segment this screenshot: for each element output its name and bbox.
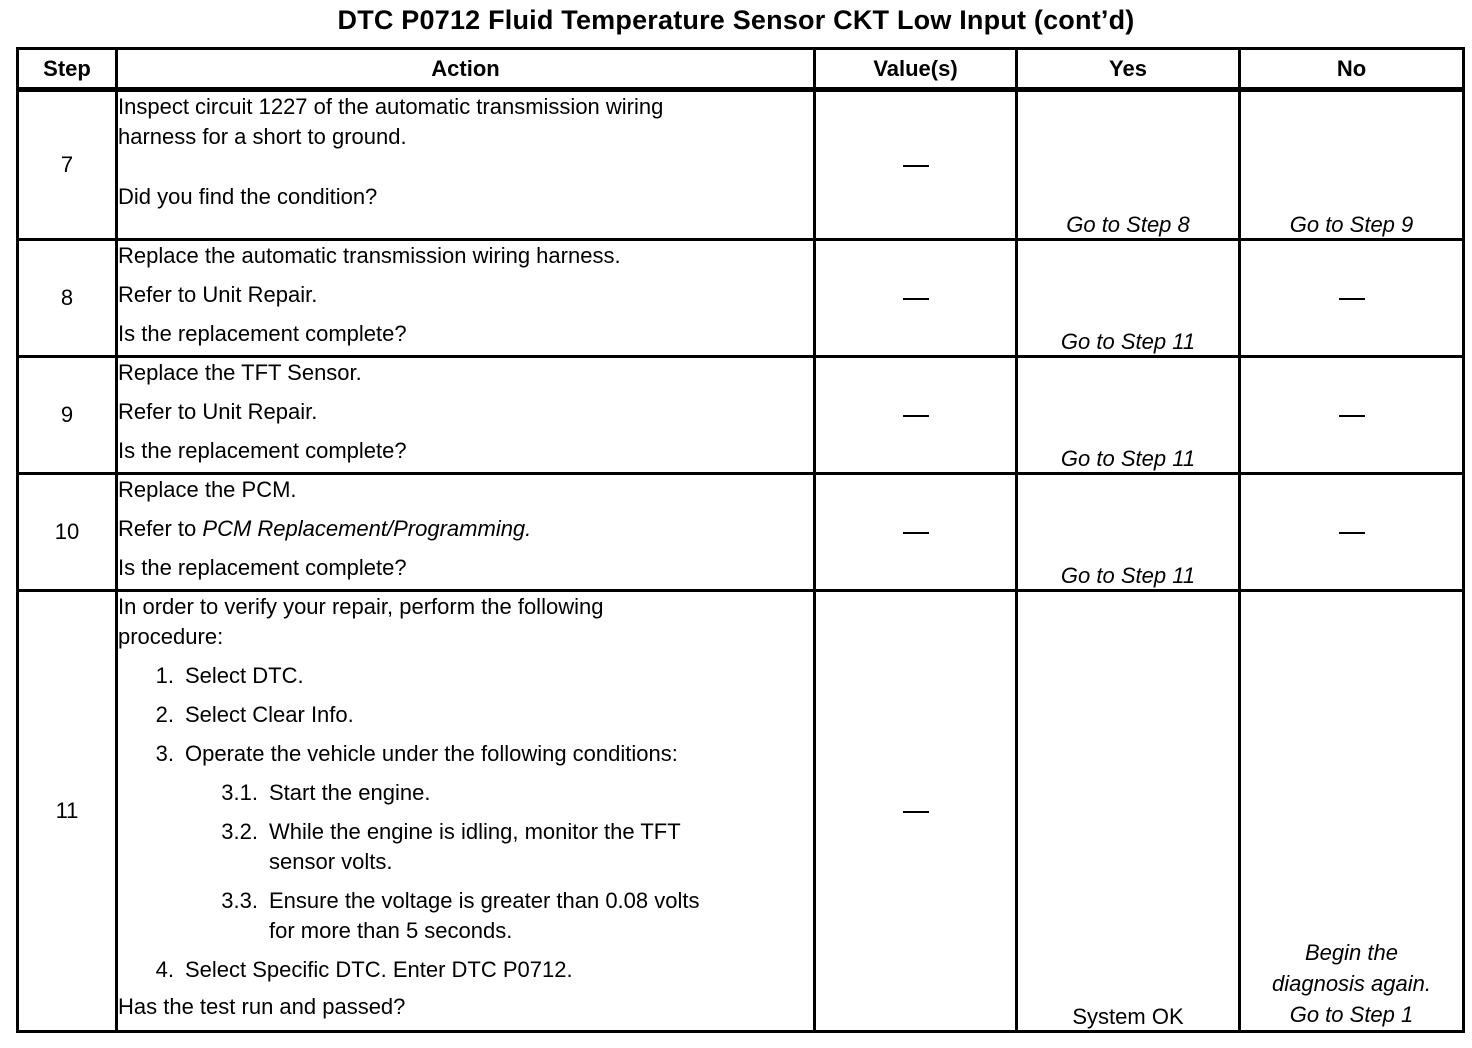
list-number: 3.1. <box>221 780 258 805</box>
action-line <box>118 514 813 544</box>
action-line: Replace the automatic transmission wiring harness. <box>118 243 621 268</box>
list-item <box>118 817 813 877</box>
yes-cell: Go to Step 11 <box>1017 357 1240 474</box>
no-cell <box>1240 591 1464 1032</box>
table-row <box>18 591 1464 1032</box>
action-question: Is the replacement complete? <box>118 321 407 346</box>
diagnostic-table <box>16 47 1465 1033</box>
action-cell <box>117 591 815 1032</box>
list-number: 3. <box>155 741 174 766</box>
action-cell <box>117 90 815 240</box>
action-question: Is the replacement complete? <box>118 555 407 580</box>
header-values: Value(s) <box>815 49 1017 90</box>
list-text: Start the engine. <box>269 780 431 805</box>
list-item <box>118 778 813 808</box>
no-cell <box>1240 240 1464 357</box>
dash-mark <box>903 811 929 813</box>
value-cell <box>815 591 1017 1032</box>
list-number: 3.3. <box>221 888 258 913</box>
no-instruction <box>1272 937 1431 1030</box>
yes-cell: System OK <box>1017 591 1240 1032</box>
list-number: 3.2. <box>221 819 258 844</box>
list-text: Select Specific DTC. Enter DTC P0712. <box>185 957 573 982</box>
list-item <box>118 886 813 946</box>
yes-cell: Go to Step 11 <box>1017 474 1240 591</box>
list-item <box>118 661 813 691</box>
page-title: DTC P0712 Fluid Temperature Sensor CKT Low Input (cont’d) <box>337 5 1135 35</box>
header-row <box>18 49 1464 90</box>
dash-mark <box>903 298 929 300</box>
value-cell <box>815 240 1017 357</box>
header-yes: Yes <box>1017 49 1240 90</box>
procedure-list <box>118 661 813 985</box>
action-line: Replace the PCM. <box>118 477 297 502</box>
list-number: 1. <box>155 663 174 688</box>
action-line: Refer to Unit Repair. <box>118 399 318 424</box>
list-text: Select Clear Info. <box>185 702 354 727</box>
value-cell <box>815 474 1017 591</box>
action-question: Did you find the condition? <box>118 184 378 209</box>
yes-cell: Go to Step 8 <box>1017 90 1240 240</box>
list-number: 4. <box>155 957 174 982</box>
table-row <box>18 357 1464 474</box>
action-line: In order to verify your repair, perform the following <box>118 594 604 619</box>
action-line: harness for a short to ground. <box>118 124 407 149</box>
action-line: Replace the TFT Sensor. <box>118 360 362 385</box>
no-cell <box>1240 357 1464 474</box>
header-step: Step <box>18 49 117 90</box>
dash-mark <box>1339 298 1365 300</box>
value-cell <box>815 90 1017 240</box>
action-cell <box>117 240 815 357</box>
action-cell <box>117 357 815 474</box>
action-line: Refer to Unit Repair. <box>118 282 318 307</box>
header-action: Action <box>117 49 815 90</box>
no-cell <box>1240 474 1464 591</box>
list-number: 2. <box>155 702 174 727</box>
header-no: No <box>1240 49 1464 90</box>
list-item <box>118 700 813 730</box>
no-line: diagnosis again. <box>1271 971 1431 996</box>
list-text: Operate the vehicle under the following conditions: <box>185 741 678 766</box>
list-text: While the engine is idling, monitor the TFT <box>269 819 681 844</box>
step-number: 7 <box>18 90 117 240</box>
no-line: Go to Step 1 <box>1289 1002 1414 1027</box>
action-question: Has the test run and passed? <box>118 994 406 1019</box>
list-item <box>118 739 813 769</box>
no-cell: Go to Step 9 <box>1240 90 1464 240</box>
list-text: Select DTC. <box>185 663 304 688</box>
pcm-reference: PCM Replacement/Programming. <box>202 516 532 541</box>
step-number: 11 <box>18 591 117 1032</box>
action-line: procedure: <box>118 624 224 649</box>
step-number: 10 <box>18 474 117 591</box>
list-text: Ensure the voltage is greater than 0.08 volts <box>269 888 700 913</box>
step-number: 8 <box>18 240 117 357</box>
value-cell <box>815 357 1017 474</box>
dash-mark <box>903 165 929 167</box>
list-text: sensor volts. <box>269 849 393 874</box>
refer-prefix: Refer to <box>118 516 197 541</box>
dash-mark <box>1339 415 1365 417</box>
list-text: for more than 5 seconds. <box>269 918 513 943</box>
step-number: 9 <box>18 357 117 474</box>
dash-mark <box>1339 532 1365 534</box>
yes-cell: Go to Step 11 <box>1017 240 1240 357</box>
table-row <box>18 90 1464 240</box>
list-item <box>118 955 813 985</box>
table-row <box>18 474 1464 591</box>
dash-mark <box>903 415 929 417</box>
dash-mark <box>903 532 929 534</box>
action-line: Inspect circuit 1227 of the automatic transmission wiring <box>118 94 664 119</box>
no-line: Begin the <box>1305 940 1398 965</box>
action-question: Is the replacement complete? <box>118 438 407 463</box>
action-cell <box>117 474 815 591</box>
table-row <box>18 240 1464 357</box>
